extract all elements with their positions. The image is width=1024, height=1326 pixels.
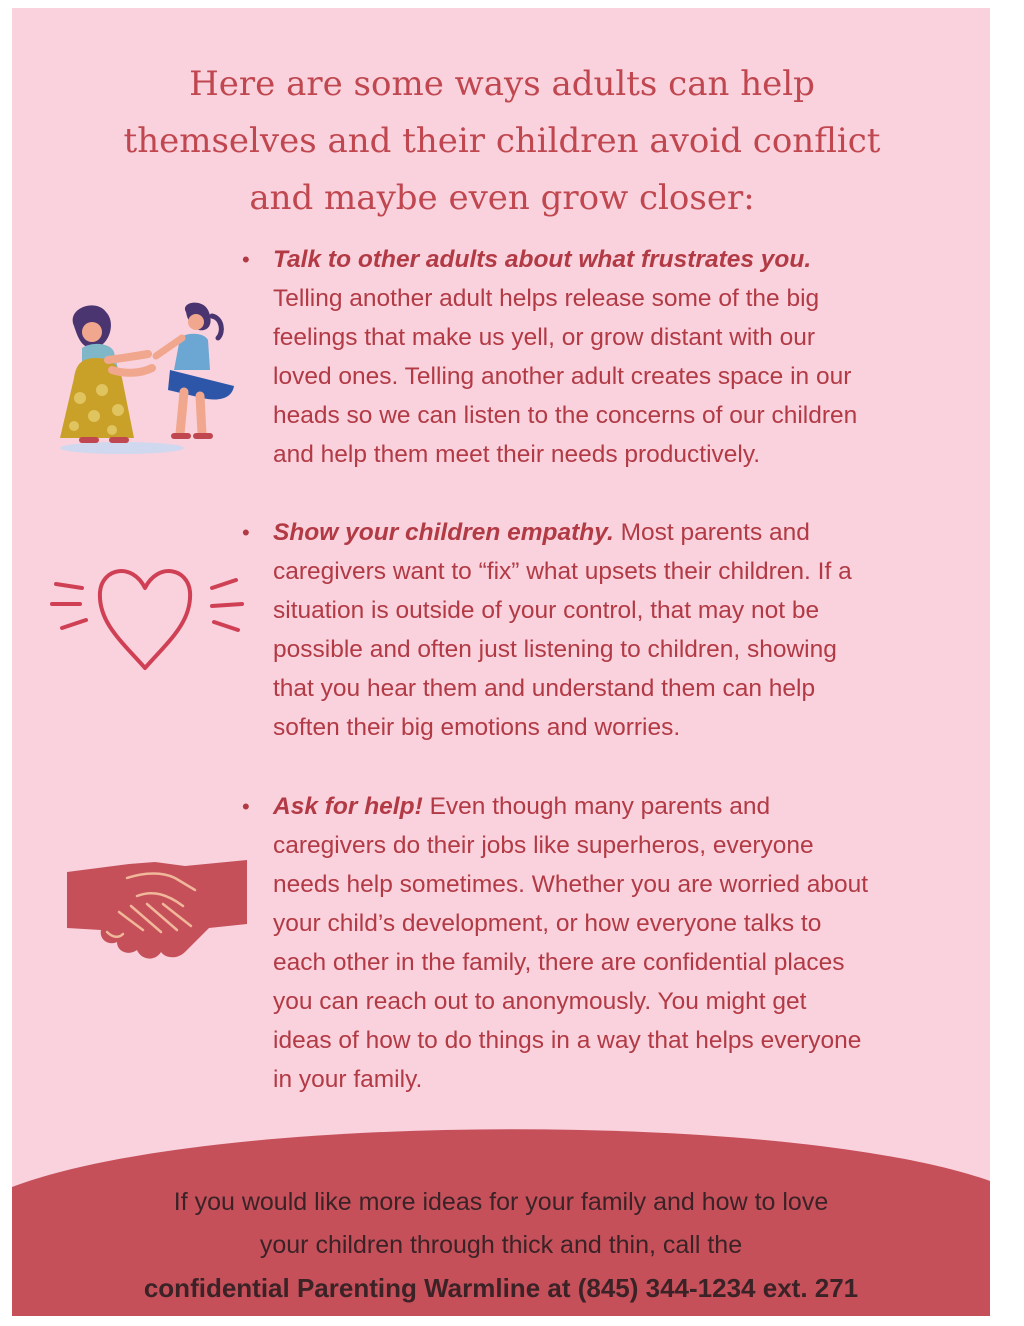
tip-body-line: feelings that make us yell, or grow distant with our bbox=[273, 324, 815, 351]
tip-lead: Ask for help! bbox=[273, 793, 423, 820]
tip-lead-rest: Even though many parents and bbox=[429, 793, 771, 820]
tip-show-empathy bbox=[242, 513, 972, 747]
tip-body-line: Telling another adult helps release some of the big bbox=[273, 285, 820, 312]
bullet-icon: • bbox=[242, 794, 250, 819]
tip-body-line: that you hear them and understand them can help bbox=[273, 675, 816, 702]
tip-body-line: situation is outside of your control, that may not be bbox=[273, 597, 820, 624]
handshake-icon bbox=[67, 846, 247, 971]
tip-talk-to-adults bbox=[242, 240, 972, 474]
tip-lead-rest: Most parents and bbox=[620, 519, 810, 546]
title-line-1: Here are some ways adults can help bbox=[189, 64, 815, 104]
tip-body-line: you can reach out to anonymously. You might get bbox=[273, 988, 807, 1015]
tip-body-line: loved ones. Telling another adult creates space in our bbox=[273, 363, 852, 390]
title-line-3: and maybe even grow closer: bbox=[249, 178, 755, 218]
page-title bbox=[72, 56, 932, 227]
tip-ask-for-help bbox=[242, 787, 972, 1099]
footer-callout bbox=[12, 1101, 990, 1316]
tip-body-line: possible and often just listening to children, showing bbox=[273, 636, 837, 663]
tip-lead-line bbox=[242, 513, 972, 552]
bullet-icon: • bbox=[242, 520, 250, 545]
tip-body-line: soften their big emotions and worries. bbox=[273, 714, 681, 741]
bullet-icon: • bbox=[242, 247, 250, 272]
tip-lead-line bbox=[242, 240, 972, 279]
tip-body-line: each other in the family, there are confidential places bbox=[273, 949, 845, 976]
tip-body-line: in your family. bbox=[273, 1066, 423, 1093]
heart-icon bbox=[42, 556, 252, 671]
warmline-phone: confidential Parenting Warmline at (845) 344-1234 ext. 271 bbox=[143, 1273, 859, 1303]
tip-body-line: ideas of how to do things in a way that helps everyone bbox=[273, 1027, 862, 1054]
tip-body-line: your child’s development, or how everyone talks to bbox=[273, 910, 822, 937]
footer-message bbox=[32, 1181, 970, 1310]
title-line-2: themselves and their children avoid conflict bbox=[123, 121, 881, 161]
tip-lead-line bbox=[242, 787, 972, 826]
tip-lead: Show your children empathy. bbox=[273, 519, 614, 546]
tip-body-line: caregivers want to “fix” what upsets their children. If a bbox=[273, 558, 852, 585]
parent-child-illustration bbox=[52, 298, 242, 458]
tip-body-line: and help them meet their needs productively. bbox=[273, 441, 761, 468]
footer-line-2: your children through thick and thin, call the bbox=[259, 1231, 743, 1259]
flyer-page bbox=[12, 8, 990, 1316]
footer-line-1: If you would like more ideas for your family and how to love bbox=[173, 1188, 829, 1216]
tip-lead: Talk to other adults about what frustrates you. bbox=[273, 246, 812, 273]
tip-body-line: caregivers do their jobs like superheros, everyone bbox=[273, 832, 814, 859]
tip-body-line: needs help sometimes. Whether you are worried about bbox=[273, 871, 869, 898]
tip-body-line: heads so we can listen to the concerns of our children bbox=[273, 402, 858, 429]
